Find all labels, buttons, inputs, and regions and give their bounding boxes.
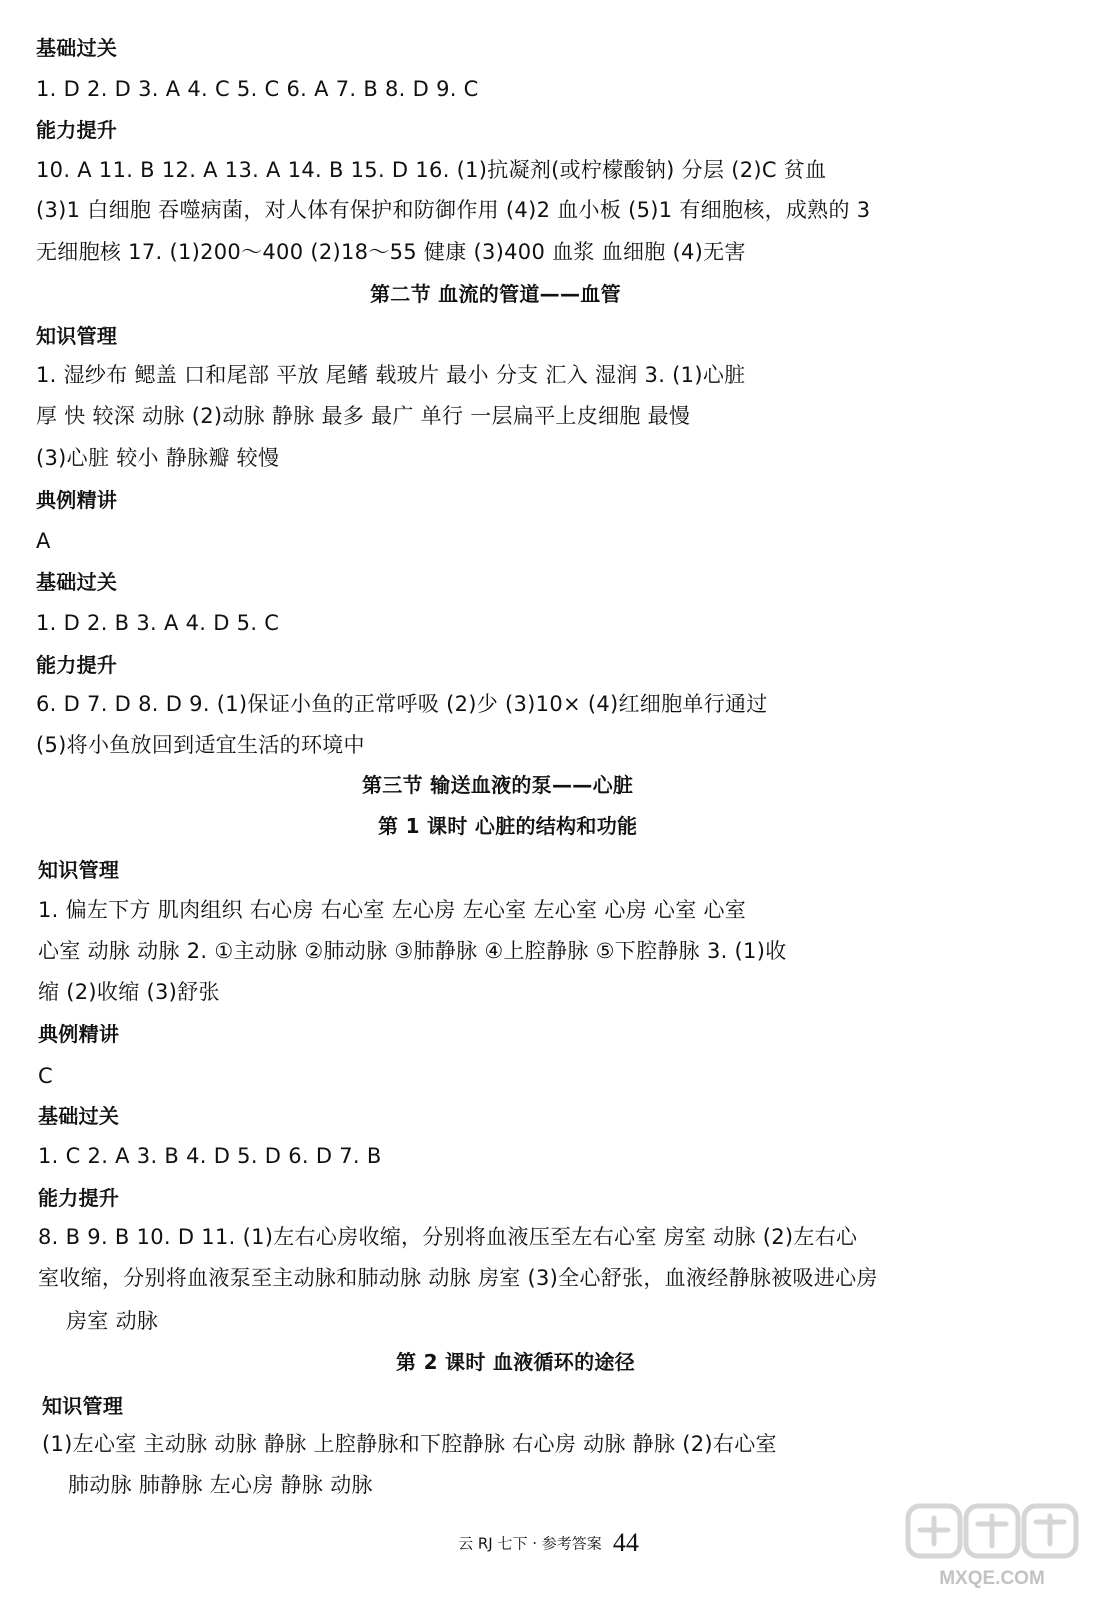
- lesson-title: 第 2 课时 血液循环的途径: [396, 1350, 636, 1374]
- answer-line: 肺动脉 肺静脉 左心房 静脉 动脉: [68, 1473, 373, 1497]
- answer-line: 心室 动脉 动脉 2. ①主动脉 ②肺动脉 ③肺静脉 ④上腔静脉 ⑤下腔静脉 3. (1)收: [38, 939, 787, 963]
- answer-line: 1. C 2. A 3. B 4. D 5. D 6. D 7. B: [38, 1144, 382, 1168]
- watermark-logo-icon: [900, 1500, 1085, 1592]
- answer-line: (1)左心室 主动脉 动脉 静脉 上腔静脉和下腔静脉 右心房 动脉 静脉 (2)右心室: [42, 1432, 777, 1456]
- section-heading-example: 典例精讲: [38, 1022, 120, 1046]
- answer-line: 1. D 2. B 3. A 4. D 5. C: [36, 611, 280, 635]
- answer-line: (5)将小鱼放回到适宜生活的环境中: [36, 733, 365, 757]
- answer-line: 房室 动脉: [66, 1309, 159, 1333]
- answer-line: 1. D 2. D 3. A 4. C 5. C 6. A 7. B 8. D 9. C: [36, 77, 479, 101]
- section-heading-basic: 基础过关: [36, 36, 118, 60]
- answer-line: 6. D 7. D 8. D 9. (1)保证小鱼的正常呼吸 (2)少 (3)10× (4)红细胞单行通过: [36, 692, 768, 716]
- section-heading-advanced: 能力提升: [38, 1186, 120, 1210]
- answer-line: C: [38, 1064, 53, 1088]
- section-heading-knowledge: 知识管理: [42, 1394, 124, 1418]
- answer-line: 厚 快 较深 动脉 (2)动脉 静脉 最多 最广 单行 一层扁平上皮细胞 最慢: [36, 404, 691, 428]
- lesson-title: 第 1 课时 心脏的结构和功能: [378, 814, 638, 838]
- section-heading-example: 典例精讲: [36, 488, 118, 512]
- section-title: 第三节 输送血液的泵——心脏: [362, 773, 634, 797]
- answer-line: 1. 湿纱布 鳃盖 口和尾部 平放 尾鳍 载玻片 最小 分支 汇入 湿润 3. (1)心脏: [36, 363, 746, 387]
- answer-line: 缩 (2)收缩 (3)舒张: [38, 980, 220, 1004]
- answer-line: A: [36, 529, 51, 553]
- answer-line: 室收缩，分别将血液泵至主动脉和肺动脉 动脉 房室 (3)全心舒张，血液经静脉被吸进心房: [38, 1266, 878, 1290]
- section-heading-knowledge: 知识管理: [38, 858, 120, 882]
- answer-line: (3)1 白细胞 吞噬病菌，对人体有保护和防御作用 (4)2 血小板 (5)1 有细胞核，成熟的 3: [36, 198, 871, 222]
- answer-line: 8. B 9. B 10. D 11. (1)左右心房收缩，分别将血液压至左右心室 房室 动脉 (2)左右心: [38, 1225, 858, 1249]
- answer-line: 10. A 11. B 12. A 13. A 14. B 15. D 16. (1)抗凝剂(或柠檬酸钠) 分层 (2)C 贫血: [36, 158, 827, 182]
- section-heading-advanced: 能力提升: [36, 653, 118, 677]
- page-number: 44: [612, 1528, 639, 1557]
- section-heading-knowledge: 知识管理: [36, 324, 118, 348]
- watermark-url: MXQE.COM: [939, 1568, 1045, 1589]
- answer-line: 无细胞核 17. (1)200～400 (2)18～55 健康 (3)400 血浆 血细胞 (4)无害: [36, 240, 746, 264]
- section-heading-basic: 基础过关: [38, 1104, 120, 1128]
- answer-line: (3)心脏 较小 静脉瓣 较慢: [36, 446, 280, 470]
- section-title: 第二节 血流的管道——血管: [370, 282, 621, 306]
- footer-label: 云 RJ 七下 · 参考答案: [458, 1534, 602, 1553]
- section-heading-advanced: 能力提升: [36, 118, 118, 142]
- answer-line: 1. 偏左下方 肌肉组织 右心房 右心室 左心房 左心室 左心室 心房 心室 心室: [38, 898, 747, 922]
- section-heading-basic: 基础过关: [36, 570, 118, 594]
